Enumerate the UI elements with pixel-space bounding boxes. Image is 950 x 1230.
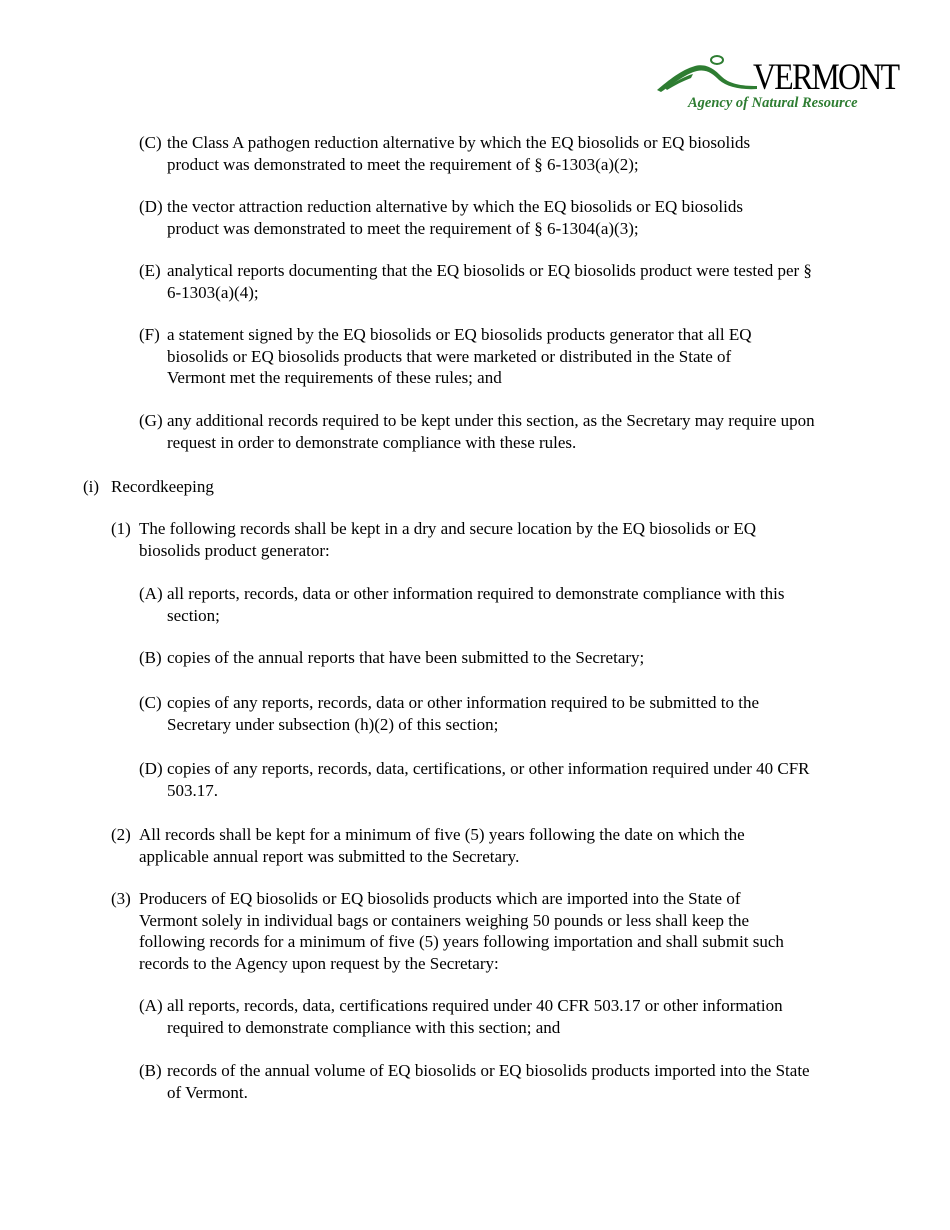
text-line: All records shall be kept for a minimum of five (5) years following the date on which the	[139, 825, 745, 844]
item-label: (D)	[139, 759, 163, 778]
text-line: product was demonstrated to meet the requirement of § 6-1304(a)(3);	[167, 218, 639, 238]
section-label: (i)	[83, 477, 100, 496]
item-label: (3)	[111, 889, 131, 908]
text-line: The following records shall be kept in a dry and secure location by the EQ biosolids or EQ	[139, 519, 757, 538]
text-line: Vermont solely in individual bags or containers weighing 50 pounds or less shall keep the	[139, 910, 750, 930]
text-line: following records for a minimum of five (5) years following importation and shall submit such	[139, 932, 784, 951]
text-line: any additional records required to be kept under this section, as the Secretary may require upon	[167, 411, 815, 430]
agency-logo	[655, 54, 900, 116]
text-line: biosolids product generator:	[139, 540, 330, 560]
text-line: 503.17.	[167, 780, 218, 800]
text-line: records to the Agency upon request by the Secretary:	[139, 953, 499, 973]
text-line: the Class A pathogen reduction alternative by which the EQ biosolids or EQ biosolids	[167, 133, 751, 152]
text-line: a statement signed by the EQ biosolids or EQ biosolids products generator that all EQ	[167, 325, 752, 344]
text-line: Vermont met the requirements of these rules; and	[167, 368, 502, 387]
item-text	[167, 132, 750, 175]
item-text	[167, 196, 743, 239]
item-text	[167, 410, 815, 453]
text-line: all reports, records, data, certifications required under 40 CFR 503.17 or other information	[167, 996, 783, 1015]
item-label: (1)	[111, 519, 131, 538]
text-line: all reports, records, data or other information required to demonstrate compliance with this	[167, 584, 785, 603]
item-text	[167, 692, 759, 735]
item-label: (E)	[139, 261, 161, 280]
text-line: records of the annual volume of EQ biosolids or EQ biosolids products imported into the State	[167, 1061, 810, 1080]
text-line: copies of any reports, records, data or other information required to be submitted to the	[167, 693, 759, 712]
text-line: Recordkeeping	[111, 477, 214, 496]
item-text	[167, 647, 644, 669]
text-line: copies of the annual reports that have been submitted to the Secretary;	[167, 648, 645, 667]
text-line: Secretary under subsection (h)(2) of this section;	[167, 714, 499, 734]
text-line: section;	[167, 605, 220, 625]
section-title	[111, 476, 214, 498]
item-label: (2)	[111, 825, 131, 844]
item-text	[139, 518, 756, 561]
item-text	[167, 324, 752, 389]
text-line: 6-1303(a)(4);	[167, 282, 259, 302]
text-line: Producers of EQ biosolids or EQ biosolids products which are imported into the State of	[139, 889, 741, 908]
item-label: (A)	[139, 996, 163, 1015]
text-line: of Vermont.	[167, 1082, 248, 1102]
logo-subtitle: Agency of Natural Resource	[688, 95, 858, 111]
item-label: (B)	[139, 1061, 162, 1080]
item-label: (C)	[139, 133, 162, 152]
item-text	[139, 888, 784, 974]
text-line: analytical reports documenting that the EQ biosolids or EQ biosolids product were tested per §	[167, 261, 812, 280]
item-label: (A)	[139, 584, 163, 603]
item-text	[139, 824, 745, 867]
item-text	[167, 758, 810, 801]
text-line: the vector attraction reduction alternative by which the EQ biosolids or EQ biosolids	[167, 197, 743, 216]
text-line: required to demonstrate compliance with this section; and	[167, 1017, 561, 1037]
item-label: (C)	[139, 693, 162, 712]
mountain-logo-icon	[655, 54, 760, 96]
item-text	[167, 260, 812, 303]
item-label: (F)	[139, 325, 160, 344]
text-line: request in order to demonstrate compliance with these rules.	[167, 432, 577, 452]
item-label: (D)	[139, 197, 163, 216]
logo-wordmark: VERMONT	[753, 57, 899, 98]
item-label: (B)	[139, 648, 162, 667]
text-line: product was demonstrated to meet the requirement of § 6-1303(a)(2);	[167, 154, 639, 174]
text-line: copies of any reports, records, data, certifications, or other information required under 40 CFR	[167, 759, 810, 778]
text-line: biosolids or EQ biosolids products that were marketed or distributed in the State of	[167, 346, 732, 366]
item-text	[167, 995, 783, 1038]
text-line: applicable annual report was submitted to the Secretary.	[139, 846, 520, 866]
item-text	[167, 583, 784, 626]
item-text	[167, 1060, 810, 1103]
item-label: (G)	[139, 411, 163, 430]
